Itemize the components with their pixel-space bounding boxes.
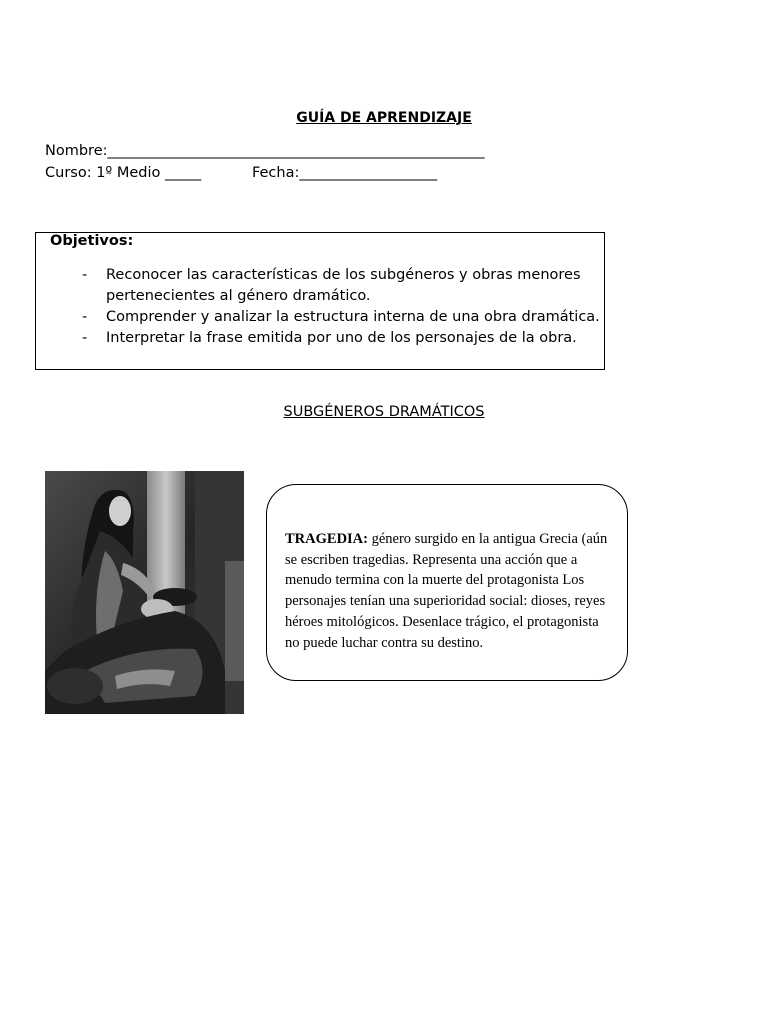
objective-item xyxy=(36,265,606,307)
objective-text: Comprender y analizar la estructura interna de una obra dramática. xyxy=(106,309,600,325)
tragedy-photo xyxy=(45,471,244,714)
guide-title: GUÍA DE APRENDIZAJE xyxy=(296,110,472,126)
tragedy-term: TRAGEDIA: xyxy=(285,531,368,547)
objectives-list xyxy=(36,265,606,349)
tragedy-description xyxy=(285,529,615,653)
objective-text: Reconocer las características de los subgéneros y obras menores pertenecientes al género dramático. xyxy=(106,267,581,304)
bullet-dash: - xyxy=(82,267,88,283)
section-heading: SUBGÉNEROS DRAMÁTICOS xyxy=(283,404,485,420)
bullet-dash: - xyxy=(82,330,88,346)
bullet-dash: - xyxy=(82,309,88,325)
curso-fecha-field: Curso: 1º Medio _____ Fecha:___________________ xyxy=(45,165,438,181)
objectives-heading: Objetivos: xyxy=(50,233,134,249)
objective-item xyxy=(36,307,606,328)
tragedy-text: género surgido en la antigua Grecia (aún se escriben tragedias. Representa una acción que a menudo termina con la muerte del protagonista Los personajes tenían una superioridad social: dioses, reyes héroes mitológicos. Desenlace trágico, el protagonista no puede luchar contra su destino. xyxy=(285,531,608,651)
nombre-field: Nombre:____________________________________________________ xyxy=(45,143,485,159)
objective-text: Interpretar la frase emitida por uno de los personajes de la obra. xyxy=(106,330,577,346)
tragedy-callout xyxy=(266,484,628,681)
objective-item xyxy=(36,328,606,349)
objectives-box xyxy=(35,232,605,370)
